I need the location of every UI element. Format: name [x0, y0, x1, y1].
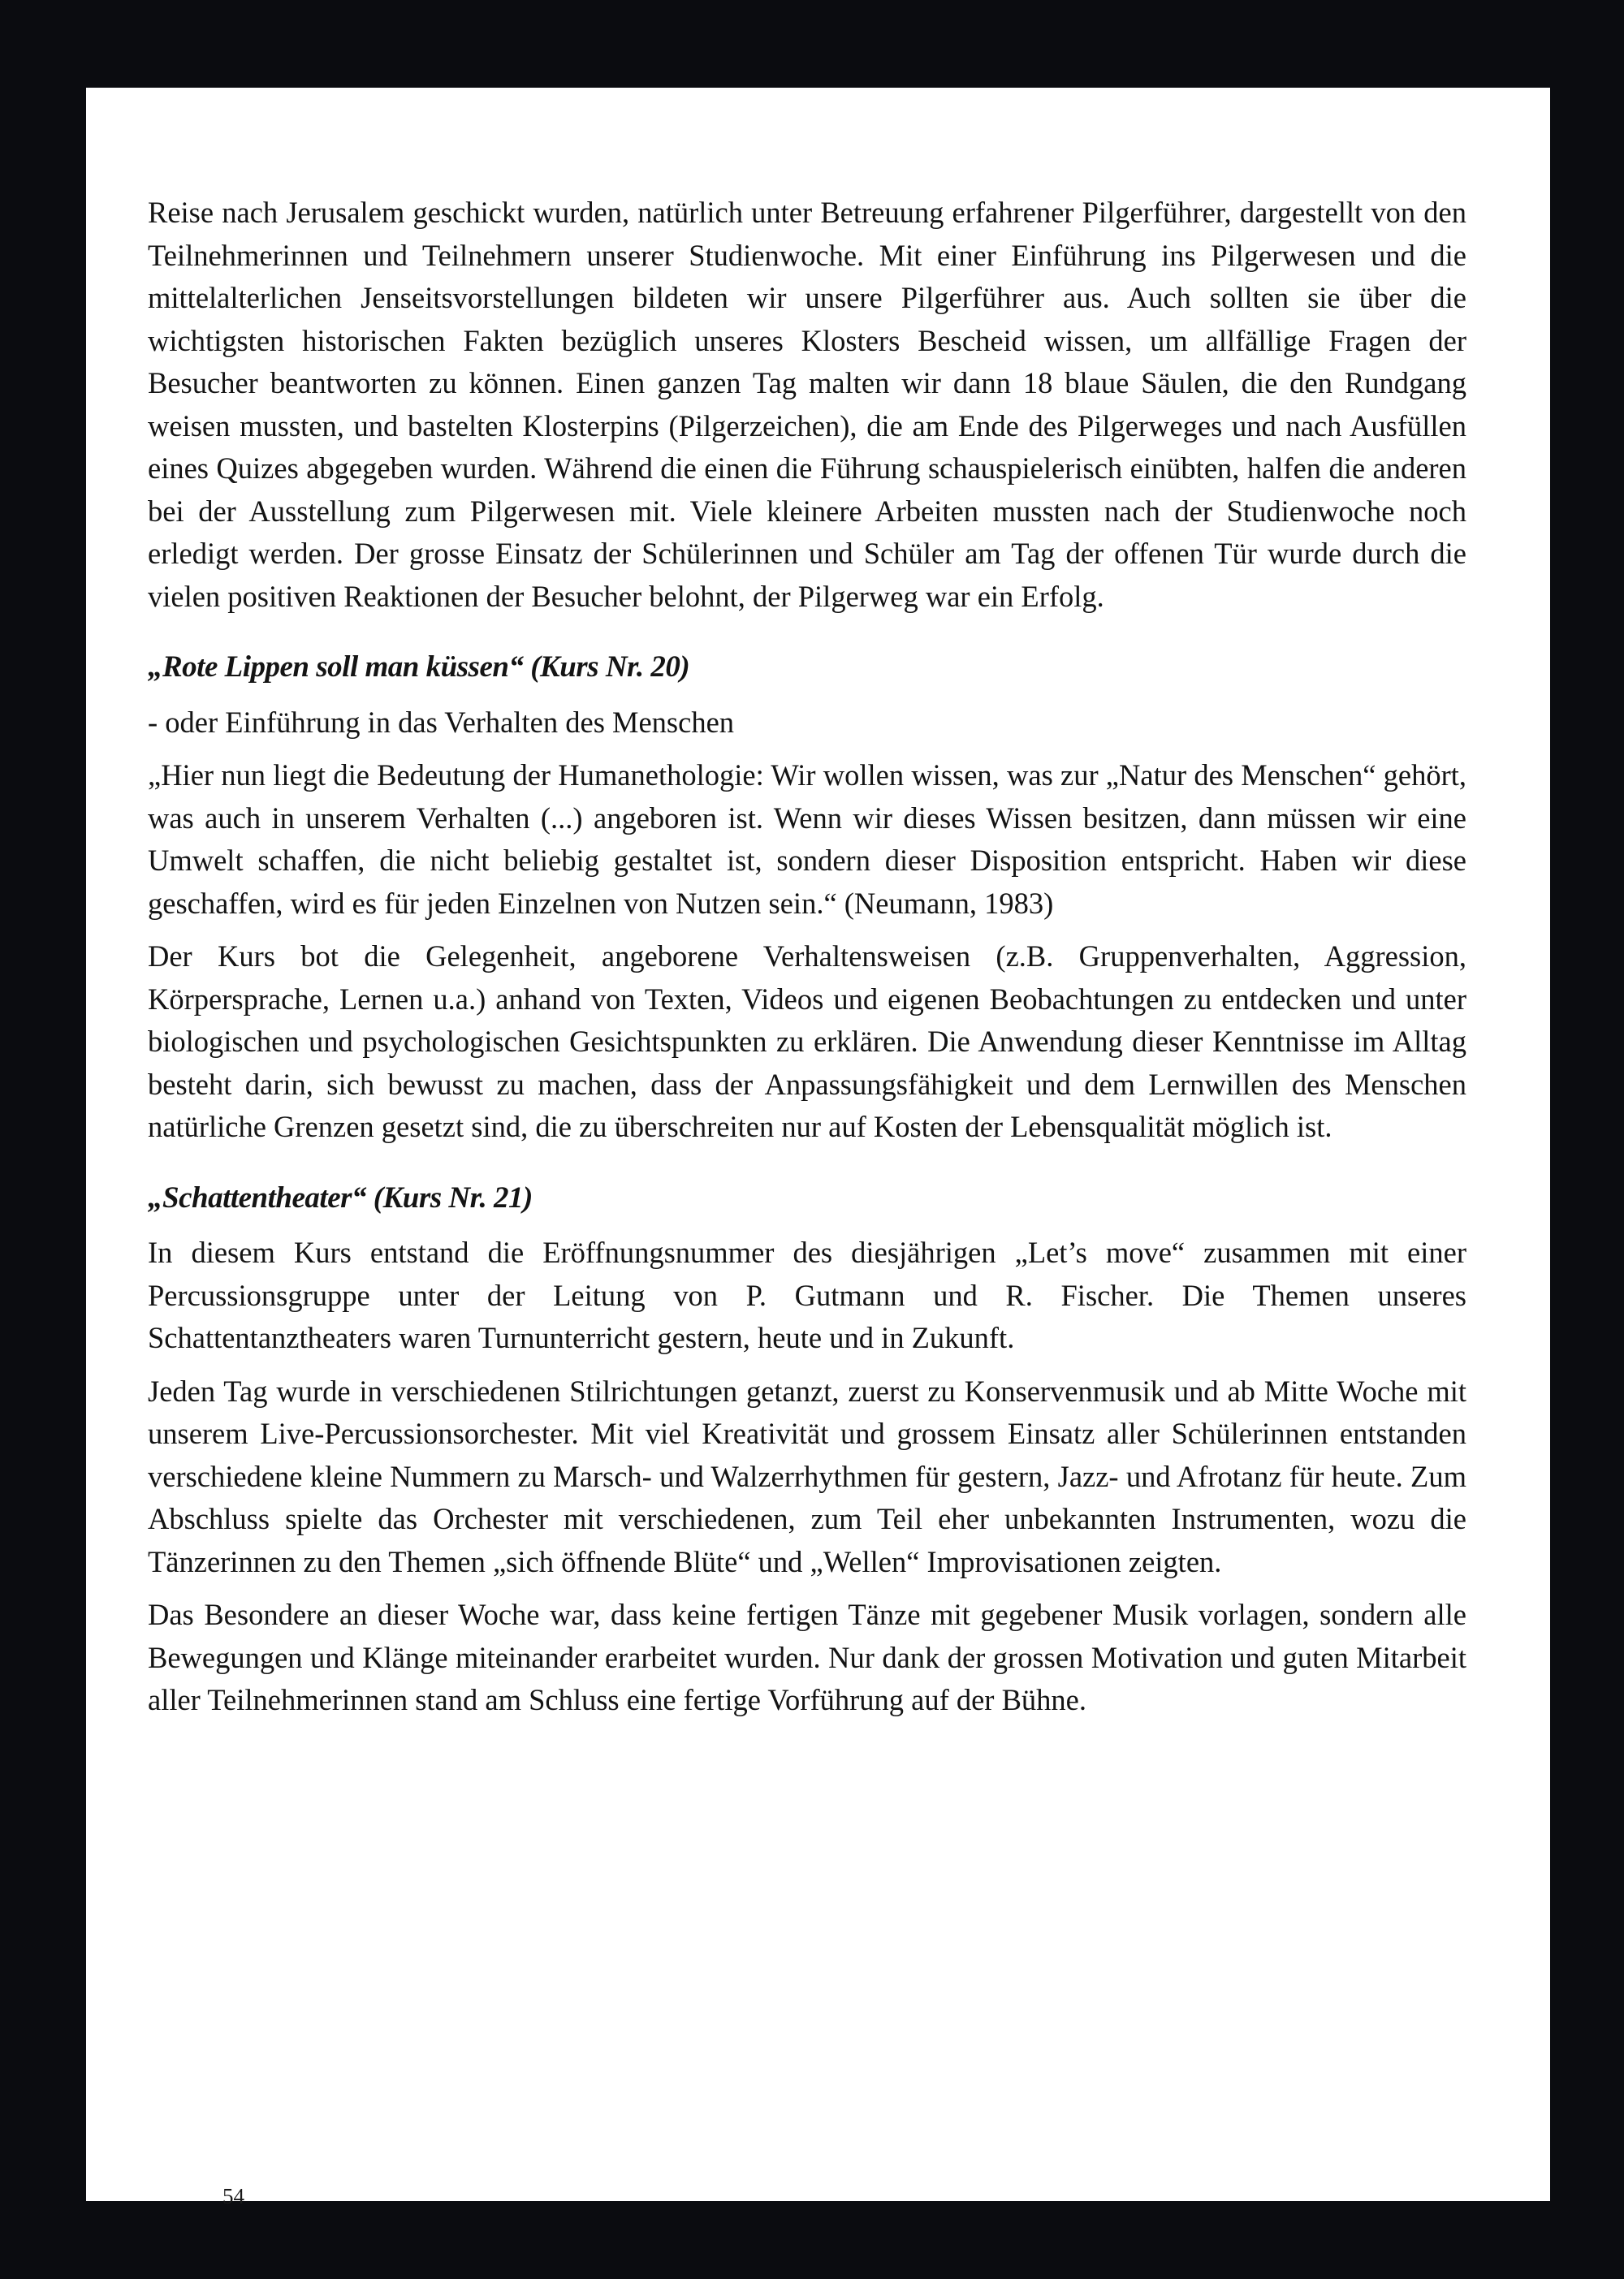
- section-rote-lippen: [148, 646, 1466, 1149]
- scanned-page: [86, 88, 1550, 2208]
- body-paragraph: Der Kurs bot die Gelegenheit, angeborene Verhaltensweisen (z.B. Gruppenverhalten, Aggression, Körpersprache, Lernen u.a.) anhand von Texten, Videos und eigenen Beobachtungen zu entdecken und unter biologischen und psychologischen Gesichtspunkten zu erklären. Die Anwendung dieser Kenntnisse im Alltag besteht darin, sich bewusst zu machen, dass der Anpassungsfähigkeit und dem Lernwillen des Menschen natürliche Grenzen gesetzt sind, die zu überschreiten nur auf Kosten der Lebensqualität möglich ist.: [148, 939, 1466, 1143]
- quote-paragraph: „Hier nun liegt die Bedeutung der Humanethologie: Wir wollen wissen, was zur „Natur des Menschen“ gehört, was auch in unserem Verhalten (...) angeboren ist. Wenn wir dieses Wissen besitzen, dann müssen wir eine Umwelt schaffen, die nicht beliebig gestaltet ist, sondern dieser Disposition entspricht. Haben wir diese geschaffen, wird es für jeden Einzelnen von Nutzen sein.“ (Neumann, 1983): [148, 758, 1466, 920]
- section-heading: „Rote Lippen soll man küssen“ (Kurs Nr. 20): [148, 650, 690, 684]
- section-schattentheater: [148, 1177, 1466, 1722]
- body-paragraph: Jeden Tag wurde in verschiedenen Stilrichtungen getanzt, zuerst zu Konservenmusik und ab Mitte Woche mit unserem Live-Percussionsorchester. Mit viel Kreativität und grossem Einsatz aller Schülerinnen entstanden verschiedene kleine Nummern zu Marsch- und Walzerrhythmen für gestern, Jazz- und Afrotanz für heute. Zum Abschluss spielte das Orchester mit verschiedenen, zum Teil eher unbekannten Instrumenten, wozu die Tänzerinnen zu den Themen „sich öffnende Blüte“ und „Wellen“ Improvisationen zeigten.: [148, 1374, 1466, 1578]
- body-paragraph: In diesem Kurs entstand die Eröffnungsnummer des diesjährigen „Let’s move“ zusammen mit einer Percussionsgruppe unter der Leitung von P. Gutmann und R. Fischer. Die Themen unseres Schattentanztheaters waren Turnunterricht gestern, heute und in Zukunft.: [148, 1236, 1466, 1354]
- section-heading: „Schattentheater“ (Kurs Nr. 21): [148, 1181, 533, 1215]
- page-number: 54: [222, 2184, 244, 2208]
- body-paragraph: Das Besondere an dieser Woche war, dass keine fertigen Tänze mit gegebener Musik vorlagen, sondern alle Bewegungen und Klänge miteinander erarbeitet wurden. Nur dank der grossen Motivation und guten Mitarbeit aller Teilnehmerinnen stand am Schluss eine fertige Vorführung auf der Bühne.: [148, 1598, 1466, 1716]
- page-content: [148, 192, 1466, 1722]
- intro-paragraph: Reise nach Jerusalem geschickt wurden, natürlich unter Betreuung erfahrener Pilgerführer, dargestellt von den Teilnehmerinnen und Teilnehmern unserer Studienwoche. Mit einer Einführung ins Pilgerwesen und die mittelalterlichen Jenseitsvorstellungen bildeten wir unsere Pilgerführer aus. Auch sollten sie über die wichtigsten historischen Fakten bezüglich unseres Klosters Bescheid wissen, um allfällige Fragen der Besucher beantworten zu können. Einen ganzen Tag malten wir dann 18 blaue Säulen, die den Rundgang weisen mussten, und bastelten Klosterpins (Pilgerzeichen), die am Ende des Pilgerweges und nach Ausfüllen eines Quizes abgegeben wurden. Während die einen die Führung schauspielerisch einübten, halfen die anderen bei der Ausstellung zum Pilgerwesen mit. Viele kleinere Arbeiten mussten nach der Studienwoche noch erledigt werden. Der grosse Einsatz der Schülerinnen und Schüler am Tag der offenen Tür wurde durch die vielen positiven Reaktionen der Besucher belohnt, der Pilgerweg war ein Erfolg.: [148, 196, 1466, 613]
- section-subtitle: - oder Einführung in das Verhalten des Menschen: [148, 705, 735, 739]
